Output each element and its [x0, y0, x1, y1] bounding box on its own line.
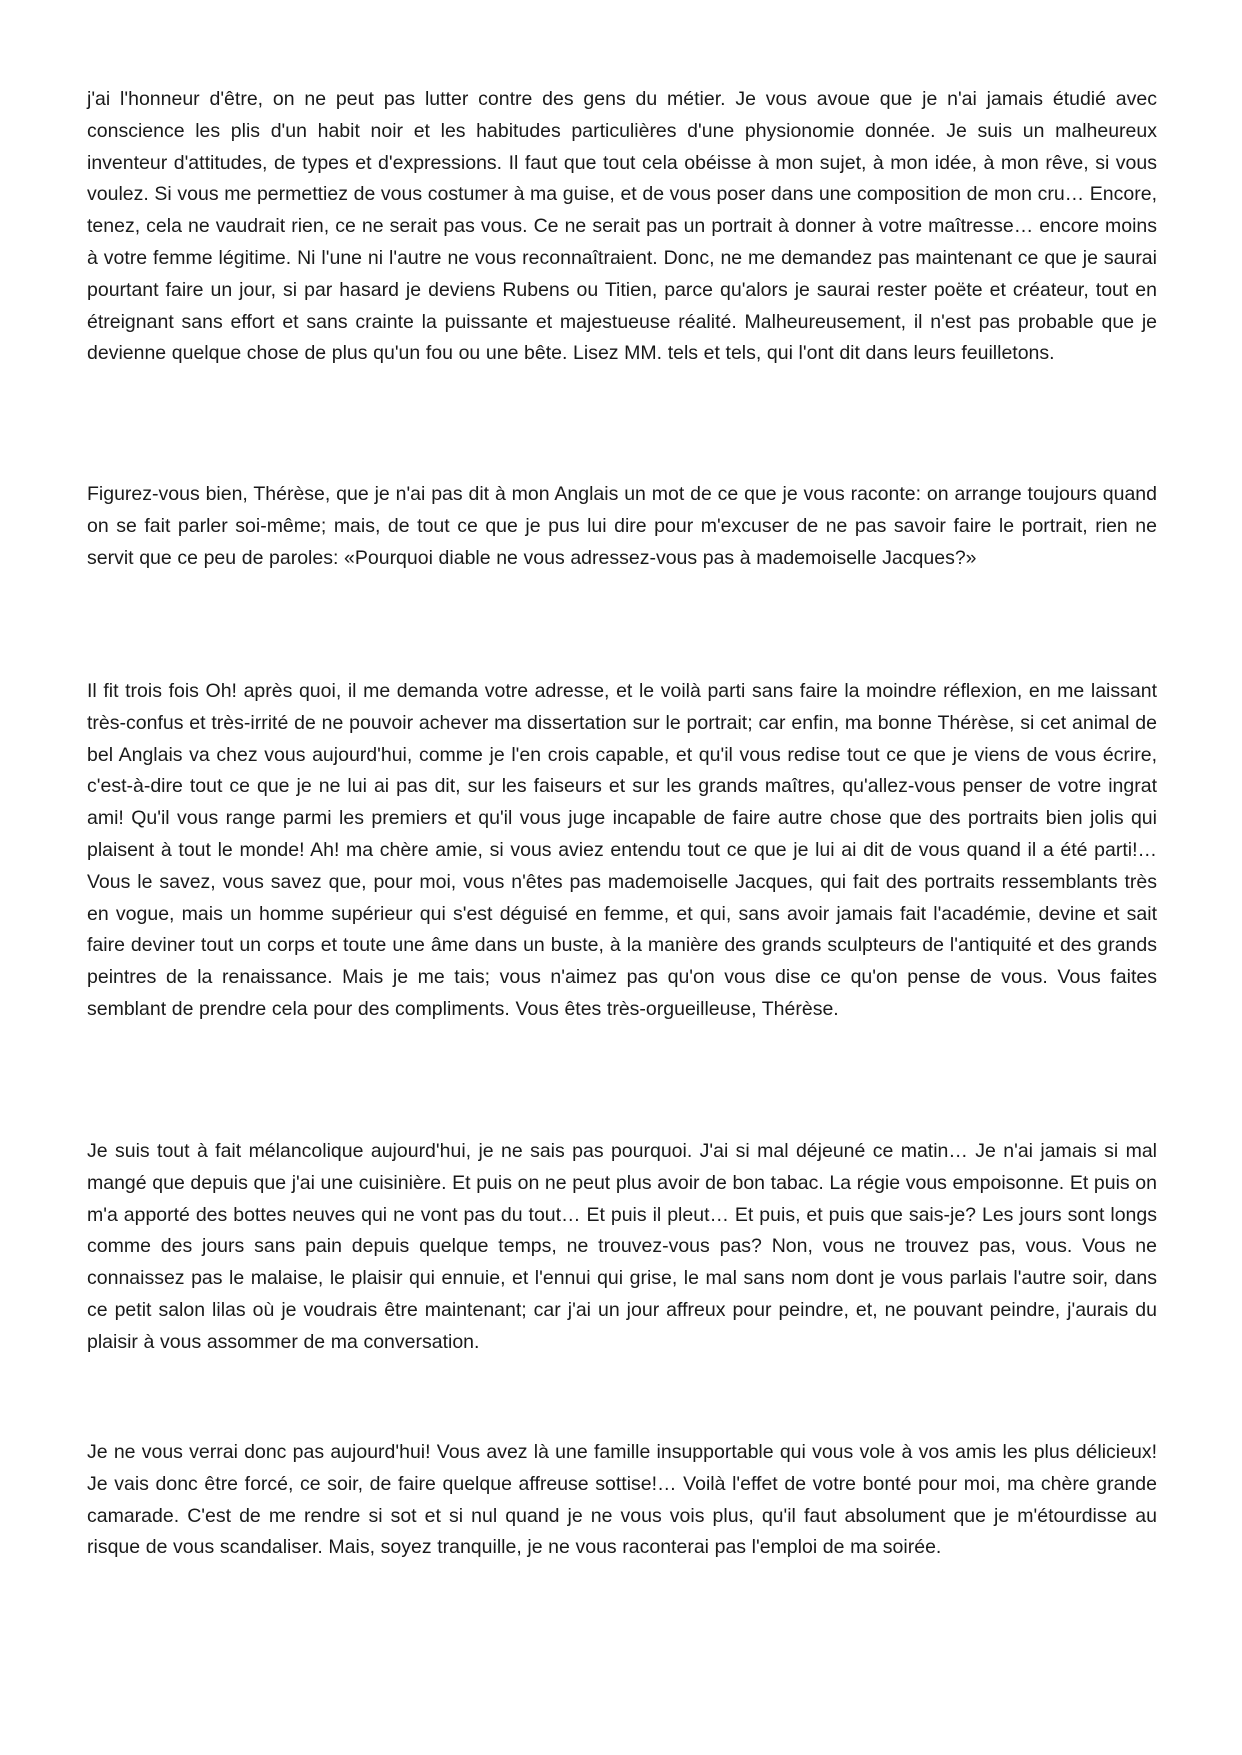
paragraph: Figurez-vous bien, Thérèse, que je n'ai pas dit à mon Anglais un mot de ce que je vous raconte: on arrange toujours quand on se fait parler soi-même; mais, de tout ce que je pus lui dire pour m'excuser de ne pas savoir faire le portrait, rien ne servit que ce peu de paroles: «Pourquoi diable ne vous adressez-vous pas à mademoiselle Jacques?» — [87, 483, 1157, 569]
paragraph: j'ai l'honneur d'être, on ne peut pas lutter contre des gens du métier. Je vous avoue que je n'ai jamais étudié avec conscience les plis d'un habit noir et les habitudes particulières d'une physionomie donnée. Je suis un malheureux inventeur d'attitudes, de types et d'expressions. Il faut que tout cela obéisse à mon sujet, à mon idée, à mon rêve, si vous voulez. Si vous me permettiez de vous costumer à ma guise, et de vous poser dans une composition de mon cru… Encore, tenez, cela ne vaudrait rien, ce ne serait pas vous. Ce ne serait pas un portrait à donner à votre maîtresse… encore moins à votre femme légitime. Ni l'une ni l'autre ne vous reconnaîtraient. Donc, ne me demandez pas maintenant ce que je saurai pourtant faire un jour, si par hasard je deviens Rubens ou Titien, parce qu'alors je saurai rester poëte et créateur, tout en étreignant sans effort et sans crainte la puissante et majestueuse réalité. Malheureusement, il n'est pas probable que je devienne quelque chose de plus qu'un fou ou une bête. Lisez MM. tels et tels, qui l'ont dit dans leurs feuilletons. — [87, 88, 1157, 365]
paragraph: Je suis tout à fait mélancolique aujourd'hui, je ne sais pas pourquoi. J'ai si mal déjeuné ce matin… Je n'ai jamais si mal mangé que depuis que j'ai une cuisinière. Et puis on ne peut plus avoir de bon tabac. La régie vous empoisonne. Et puis on m'a apporté des bottes neuves qui ne vont pas du tout… Et puis il pleut… Et puis, et puis que sais-je? Les jours sont longs comme des jours sans pain depuis quelque temps, ne trouvez-vous pas? Non, vous ne trouvez pas, vous. Vous ne connaissez pas le malaise, le plaisir qui ennuie, et l'ennui qui grise, le mal sans nom dont je vous parlais l'autre soir, dans ce petit salon lilas où je voudrais être maintenant; car j'ai un jour affreux pour peindre, et, ne pouvant peindre, j'aurais du plaisir à vous assommer de ma conversation. — [87, 1140, 1157, 1353]
paragraph: Il fit trois fois Oh! après quoi, il me demanda votre adresse, et le voilà parti sans faire la moindre réflexion, en me laissant très-confus et très-irrité de ne pouvoir achever ma dissertation sur le portrait; car enfin, ma bonne Thérèse, si cet animal de bel Anglais va chez vous aujourd'hui, comme je l'en crois capable, et qu'il vous redise tout ce que je viens de vous écrire, c'est-à-dire tout ce que je ne lui ai pas dit, sur les faiseurs et sur les grands maîtres, qu'allez-vous penser de votre ingrat ami! Qu'il vous range parmi les premiers et qu'il vous juge incapable de faire autre chose que des portraits bien jolis qui plaisent à tout le monde! Ah! ma chère amie, si vous aviez entendu tout ce que je lui ai dit de vous quand il a été parti!… Vous le savez, vous savez que, pour moi, vous n'êtes pas mademoiselle Jacques, qui fait des portraits ressemblants très en vogue, mais un homme supérieur qui s'est déguisé en femme, et qui, sans avoir jamais fait l'académie, devine et sait faire deviner tout un corps et toute une âme dans un buste, à la manière des grands sculpteurs de l'antiquité et des grands peintres de la renaissance. Mais je me tais; vous n'aimez pas qu'on vous dise ce qu'on pense de vous. Vous faites semblant de prendre cela pour des compliments. Vous êtes très-orgueilleuse, Thérèse. — [87, 680, 1157, 1020]
paragraph: Je ne vous verrai donc pas aujourd'hui! Vous avez là une famille insupportable qui vous vole à vos amis les plus délicieux! Je vais donc être forcé, ce soir, de faire quelque affreuse sottise!… Voilà l'effet de votre bonté pour moi, ma chère grande camarade. C'est de me rendre si sot et si nul quand je ne vous vois plus, qu'il faut absolument que je m'étourdisse au risque de vous scandaliser. Mais, soyez tranquille, je ne vous raconterai pas l'emploi de ma soirée. — [87, 1441, 1157, 1559]
